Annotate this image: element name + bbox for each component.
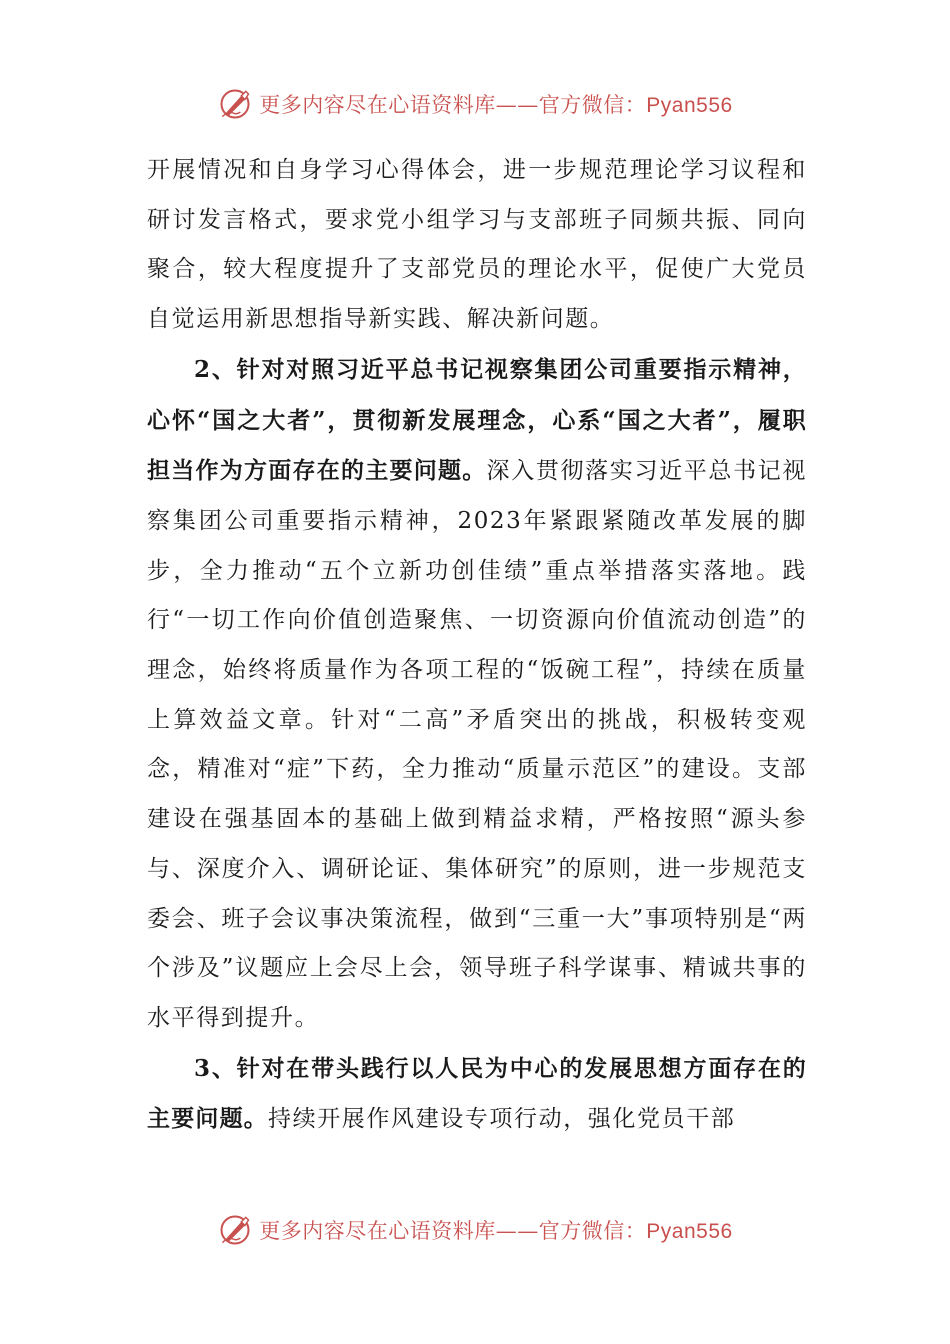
paragraph-1-text: 开展情况和自身学习心得体会，进一步规范理论学习议程和研讨发言格式，要求党小组学习与支部班子同频共振、同向聚合，较大程度提升了支部党员的理论水平，促使广大党员自觉运用新思想指导新实践、解决新问题。	[147, 157, 807, 333]
banner-text	[259, 89, 732, 119]
banner-main-text: 更多内容尽在心语资料库	[259, 1219, 496, 1243]
banner-handle: Pyan556	[646, 94, 733, 117]
banner-text	[259, 1215, 732, 1245]
paragraph-2-heading: 2、针对对照习近平总书记视察集团公司重要指示精神，心怀“国之大者”，贯彻新发展理念，心系“国之大者”，履职担当作为方面存在的主要问题。	[147, 355, 807, 485]
paragraph-3-text: 持续开展作风建设专项行动，强化党员干部	[268, 1106, 736, 1133]
banner-label: 官方微信：	[538, 1219, 647, 1243]
pen-nib-icon	[217, 86, 253, 122]
paragraph-3	[147, 1044, 807, 1145]
banner-separator: ——	[495, 93, 539, 117]
banner-handle: Pyan556	[646, 1220, 733, 1243]
header-watermark-banner	[0, 84, 950, 124]
paragraph-3-heading: 3、针对在带头践行以人民为中心的发展思想方面存在的主要问题。	[147, 1054, 807, 1133]
footer-watermark-banner	[0, 1210, 950, 1250]
banner-main-text: 更多内容尽在心语资料库	[259, 93, 496, 117]
pen-nib-icon	[217, 1212, 253, 1248]
paragraph-1	[147, 146, 807, 345]
document-body	[147, 146, 807, 1145]
paragraph-2	[147, 345, 807, 1044]
paragraph-2-text: 深入贯彻落实习近平总书记视察集团公司重要指示精神，2023年紧跟紧随改革发展的脚步，全力推动“五个立新功创佳绩”重点举措落实落地。践行“一切工作向价值创造聚焦、一切资源向价值流动创造”的理念，始终将质量作为各项工程的“饭碗工程”，持续在质量上算效益文章。针对“二高”矛盾突出的挑战，积极转变观念，精准对“症”下药，全力推动“质量示范区”的建设。支部建设在强基固本的基础上做到精益求精，严格按照“源头参与、深度介入、调研论证、集体研究”的原则，进一步规范支委会、班子会议事决策流程，做到“三重一大”事项特别是“两个涉及”议题应上会尽上会，领导班子科学谋事、精诚共事的水平得到提升。	[147, 458, 807, 1031]
banner-separator: ——	[495, 1219, 539, 1243]
banner-label: 官方微信：	[538, 93, 647, 117]
